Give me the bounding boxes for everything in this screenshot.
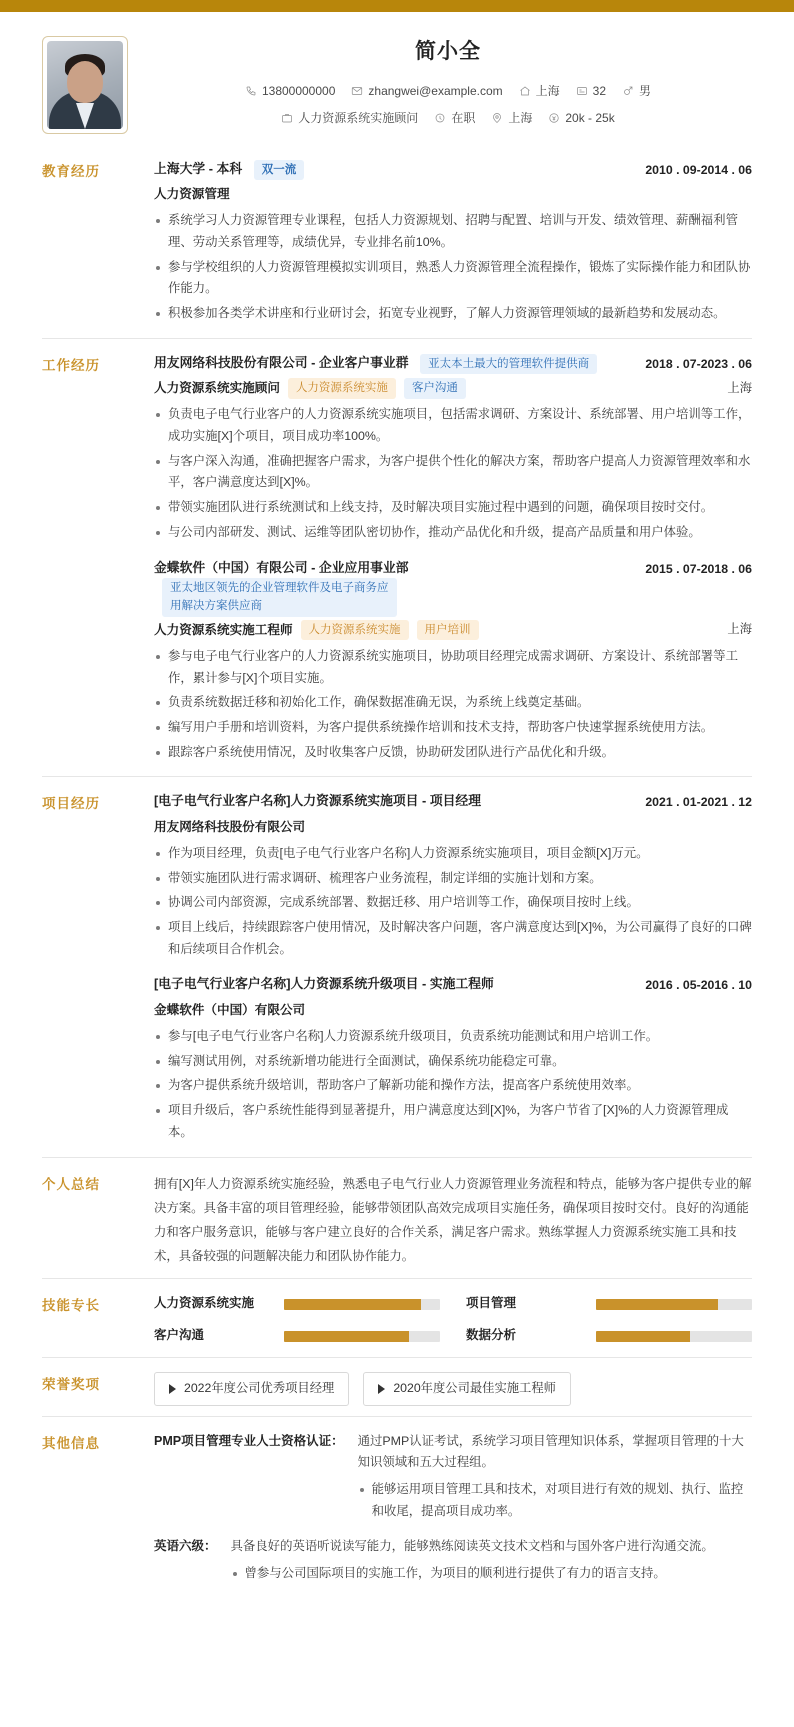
skill-label: 客户沟通 bbox=[154, 1328, 205, 1343]
contact-city bbox=[519, 81, 560, 102]
mail-icon bbox=[351, 85, 363, 97]
work-entry bbox=[154, 558, 752, 764]
other-bullets bbox=[358, 1479, 752, 1522]
skill-item bbox=[154, 1293, 440, 1315]
list-item: 系统学习人力资源管理专业课程，包括人力资源规划、招聘与配置、培训与开发、绩效管理、薪酬福利管理、劳动关系管理等，成绩优异，专业排名前10%。 bbox=[154, 210, 752, 253]
list-item: 参与电子电气行业客户的人力资源系统实施项目，协助项目经理完成需求调研、方案设计、系统部署等工作，累计参与[X]个项目实施。 bbox=[154, 646, 752, 689]
list-item: 曾参与公司国际项目的实施工作，为项目的顺利进行提供了有力的语言支持。 bbox=[231, 1563, 752, 1585]
list-item: 参与[电子电气行业客户名称]人力资源系统升级项目，负责系统功能测试和用户培训工作。 bbox=[154, 1026, 752, 1048]
skill-item bbox=[154, 1325, 440, 1347]
play-triangle-icon bbox=[169, 1384, 176, 1394]
education-bullets bbox=[154, 210, 752, 325]
skill-bar bbox=[284, 1299, 440, 1310]
other-label: 英语六级： bbox=[154, 1539, 217, 1554]
skill-item bbox=[466, 1293, 752, 1315]
education-school: 上海大学 - 本科 bbox=[154, 160, 243, 176]
work-bullets bbox=[154, 646, 752, 764]
section-title-other: 其他信息 bbox=[42, 1435, 100, 1451]
skills-grid bbox=[154, 1293, 752, 1347]
work-role: 人力资源系统实施顾问 bbox=[154, 381, 280, 396]
work-entry bbox=[154, 353, 752, 544]
work-role-tag: 人力资源系统实施 bbox=[301, 620, 409, 640]
section-skills bbox=[42, 1278, 752, 1357]
job-status-text: 在职 bbox=[451, 110, 476, 125]
list-item: 项目上线后，持续跟踪客户使用情况，及时解决客户问题，客户满意度达到[X]%，为公司赢得了良好的口碑和后续项目合作机会。 bbox=[154, 917, 752, 960]
list-item: 参与学校组织的人力资源管理模拟实训项目，熟悉人力资源管理全流程操作，锻炼了实际操作能力和团队协作能力。 bbox=[154, 257, 752, 300]
job-position-text: 人力资源系统实施顾问 bbox=[298, 110, 419, 125]
job-meta-row bbox=[144, 108, 752, 129]
project-date: 2021 . 01-2021 . 12 bbox=[645, 795, 752, 810]
id-icon bbox=[576, 85, 588, 97]
project-company: 金蝶软件（中国）有限公司 bbox=[154, 1002, 306, 1017]
education-date: 2010 . 09-2014 . 06 bbox=[645, 162, 752, 177]
skill-label: 项目管理 bbox=[466, 1296, 517, 1311]
section-projects bbox=[42, 776, 752, 1156]
list-item: 作为项目经理，负责[电子电气行业客户名称]人力资源系统实施项目，项目金额[X]万元。 bbox=[154, 843, 752, 865]
project-entry bbox=[154, 791, 752, 960]
awards-list bbox=[154, 1372, 752, 1406]
top-accent-bar bbox=[0, 0, 794, 12]
project-bullets bbox=[154, 1026, 752, 1144]
section-summary bbox=[42, 1157, 752, 1279]
award-item bbox=[363, 1372, 571, 1406]
list-item: 与公司内部研发、测试、运维等团队密切协作，推动产品优化和升级，提高产品质量和用户体验。 bbox=[154, 522, 752, 544]
work-role-tag: 客户沟通 bbox=[404, 378, 466, 398]
job-salary bbox=[548, 108, 614, 129]
salary-icon bbox=[548, 112, 560, 124]
education-major: 人力资源管理 bbox=[154, 187, 230, 202]
play-triangle-icon bbox=[378, 1384, 385, 1394]
project-date: 2016 . 05-2016 . 10 bbox=[645, 978, 752, 993]
list-item: 与客户深入沟通，准确把握客户需求，为客户提供个性化的解决方案，帮助客户提高人力资源管理效率和水平，客户满意度达到[X]%。 bbox=[154, 451, 752, 494]
other-first-line: 具备良好的英语听说读写能力，能够熟练阅读英文技术文档和与国外客户进行沟通交流。 bbox=[230, 1539, 714, 1554]
project-entry bbox=[154, 974, 752, 1143]
other-label: PMP项目管理专业人士资格认证： bbox=[154, 1433, 344, 1448]
section-education bbox=[42, 145, 752, 338]
briefcase-icon bbox=[281, 112, 293, 124]
work-location: 上海 bbox=[727, 622, 752, 637]
contact-row bbox=[144, 81, 752, 102]
work-role-tag: 人力资源系统实施 bbox=[288, 378, 396, 398]
list-item: 带领实施团队进行系统测试和上线支持，及时解决项目实施过程中遇到的问题，确保项目按时交付。 bbox=[154, 497, 752, 519]
list-item: 项目升级后，客户系统性能得到显著提升，用户满意度达到[X]%，为客户节省了[X]%的人力资源管理成本。 bbox=[154, 1100, 752, 1143]
education-tag: 双一流 bbox=[254, 160, 305, 180]
contact-phone-text: 13800000000 bbox=[261, 83, 336, 98]
list-item: 为客户提供系统升级培训，帮助客户了解新功能和操作方法，提高客户系统使用效率。 bbox=[154, 1075, 752, 1097]
work-bullets bbox=[154, 404, 752, 543]
education-entry bbox=[154, 159, 752, 325]
section-title-awards: 荣誉奖项 bbox=[42, 1377, 100, 1392]
contact-age-text: 32 bbox=[592, 83, 607, 98]
avatar bbox=[42, 36, 128, 134]
skill-bar bbox=[596, 1299, 752, 1310]
contact-age bbox=[576, 81, 606, 102]
section-awards bbox=[42, 1357, 752, 1416]
other-block bbox=[154, 1431, 752, 1525]
resume-page bbox=[0, 12, 794, 1639]
work-location: 上海 bbox=[727, 380, 752, 395]
project-name: [电子电气行业客户名称]人力资源系统实施项目 - 项目经理 bbox=[154, 793, 482, 809]
work-role-tag: 用户培训 bbox=[417, 620, 479, 640]
other-bullets bbox=[231, 1563, 752, 1585]
work-company-tag: 亚太本土最大的管理软件提供商 bbox=[420, 354, 597, 374]
other-block bbox=[154, 1536, 752, 1586]
list-item: 负责电子电气行业客户的人力资源系统实施项目，包括需求调研、方案设计、系统部署、用户培训等工作，成功实施[X]个项目，项目成功率100%。 bbox=[154, 404, 752, 447]
contact-email bbox=[351, 81, 502, 102]
project-bullets bbox=[154, 843, 752, 961]
list-item: 带领实施团队进行需求调研、梳理客户业务流程，制定详细的实施计划和方案。 bbox=[154, 868, 752, 890]
home-icon bbox=[519, 85, 531, 97]
award-label: 2020年度公司最佳实施工程师 bbox=[393, 1381, 556, 1395]
contact-city-text: 上海 bbox=[535, 83, 560, 98]
job-salary-text: 20k - 25k bbox=[565, 110, 615, 125]
section-title-education: 教育经历 bbox=[42, 163, 100, 179]
section-other bbox=[42, 1416, 752, 1609]
resume-header bbox=[42, 12, 752, 145]
list-item: 积极参加各类学术讲座和行业研讨会，拓宽专业视野，了解人力资源管理领域的最新趋势和发展动态。 bbox=[154, 303, 752, 325]
project-name: [电子电气行业客户名称]人力资源系统升级项目 - 实施工程师 bbox=[154, 976, 494, 992]
list-item: 能够运用项目管理工具和技术，对项目进行有效的规划、执行、监控和收尾，提高项目成功率。 bbox=[358, 1479, 752, 1522]
skill-bar bbox=[284, 1331, 440, 1342]
job-location-text: 上海 bbox=[508, 110, 533, 125]
award-item bbox=[154, 1372, 349, 1406]
contact-gender bbox=[622, 81, 651, 102]
section-title-projects: 项目经历 bbox=[42, 796, 100, 812]
gender-icon bbox=[622, 85, 634, 97]
work-date: 2018 . 07-2023 . 06 bbox=[645, 356, 752, 371]
list-item: 跟踪客户系统使用情况，及时收集客户反馈，协助研发团队进行产品优化和升级。 bbox=[154, 742, 752, 764]
skill-label: 数据分析 bbox=[466, 1328, 517, 1343]
award-label: 2022年度公司优秀项目经理 bbox=[184, 1381, 335, 1395]
skill-bar bbox=[596, 1331, 752, 1342]
contact-phone bbox=[245, 81, 335, 102]
work-company-tag: 亚太地区领先的企业管理软件及电子商务应用解决方案供应商 bbox=[162, 578, 397, 617]
page-title: 简小全 bbox=[415, 40, 481, 63]
work-company: 金蝶软件（中国）有限公司 - 企业应用事业部 bbox=[154, 559, 409, 575]
skill-label: 人力资源系统实施 bbox=[154, 1296, 255, 1311]
job-position bbox=[281, 108, 418, 129]
work-company: 用友网络科技股份有限公司 - 企业客户事业群 bbox=[154, 354, 409, 370]
list-item: 协调公司内部资源，完成系统部署、数据迁移、用户培训等工作，确保项目按时上线。 bbox=[154, 892, 752, 914]
contact-email-text: zhangwei@example.com bbox=[368, 83, 503, 98]
section-title-work: 工作经历 bbox=[42, 357, 100, 373]
location-icon bbox=[491, 112, 503, 124]
skill-item bbox=[466, 1325, 752, 1347]
list-item: 负责系统数据迁移和初始化工作，确保数据准确无误，为系统上线奠定基础。 bbox=[154, 692, 752, 714]
list-item: 编写测试用例，对系统新增功能进行全面测试，确保系统功能稳定可靠。 bbox=[154, 1051, 752, 1073]
job-status bbox=[434, 108, 475, 129]
work-role: 人力资源系统实施工程师 bbox=[154, 622, 293, 637]
other-first-line: 通过PMP认证考试，系统学习项目管理知识体系，掌握项目管理的十大知识领域和五大过程组。 bbox=[357, 1433, 744, 1470]
job-location bbox=[491, 108, 532, 129]
section-title-summary: 个人总结 bbox=[42, 1176, 100, 1192]
list-item: 编写用户手册和培训资料，为客户提供系统操作培训和技术支持，帮助客户快速掌握系统使用方法。 bbox=[154, 717, 752, 739]
section-title-skills: 技能专长 bbox=[42, 1298, 100, 1314]
phone-icon bbox=[245, 85, 257, 97]
work-date: 2015 . 07-2018 . 06 bbox=[645, 561, 752, 576]
contact-gender-text: 男 bbox=[639, 83, 652, 98]
status-icon bbox=[434, 112, 446, 124]
summary-text: 拥有[X]年人力资源系统实施经验，熟悉电子电气行业人力资源管理业务流程和特点，能够为客户提供专业的解决方案。具备丰富的项目管理经验，能够带领团队高效完成项目实施任务，确保项目按时交付。良好的沟通能力和客户服务意识，能够与客户建立良好的合作关系，满足客户需求。熟练掌握人力资源系统实施工具和技术，具备较强的问题解决能力和团队协作能力。 bbox=[154, 1176, 752, 1264]
section-work bbox=[42, 338, 752, 777]
project-company: 用友网络科技股份有限公司 bbox=[154, 819, 306, 834]
